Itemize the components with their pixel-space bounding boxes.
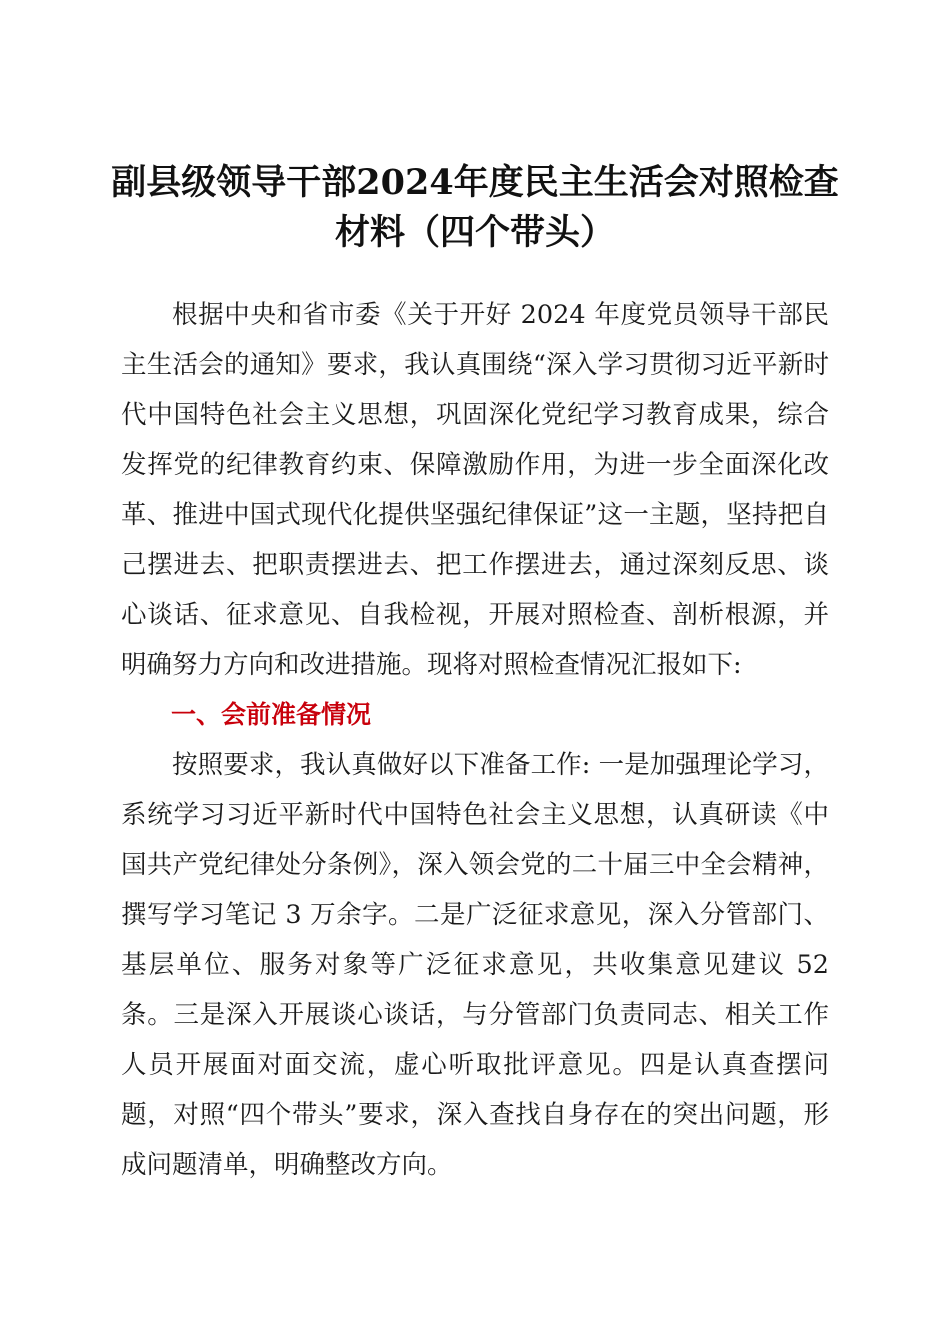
document-body bbox=[121, 290, 829, 1190]
section-paragraph-preparation: 按照要求，我认真做好以下准备工作: 一是加强理论学习，系统学习习近平新时代中国特色社会主义思想，认真研读《中国共产党纪律处分条例》，深入领会党的二十届三中全会精神，撰写学习笔记 3 万余字。二是广泛征求意见，深入分管部门、基层单位、服务对象等广泛征求意见，共收集意见建议 52 条。三是深入开展谈心谈话，与分管部门负责同志、相关工作人员开展面对面交流，虚心听取批评意见。四是认真查摆问题，对照“四个带头”要求，深入查找自身存在的突出问题，形成问题清单，明确整改方向。 bbox=[121, 750, 829, 1180]
document-title bbox=[100, 158, 850, 258]
title-line-1: 副县级领导干部2024年度民主生活会对照检查 bbox=[111, 162, 839, 203]
section-heading-preparation: 一、会前准备情况 bbox=[171, 700, 372, 729]
intro-paragraph: 根据中央和省市委《关于开好 2024 年度党员领导干部民主生活会的通知》要求，我认真围绕“深入学习贯彻习近平新时代中国特色社会主义思想，巩固深化党纪学习教育成果，综合发挥党的纪律教育约束、保障激励作用，为进一步全面深化改革、推进中国式现代化提供坚强纪律保证”这一主题，坚持把自己摆进去、把职责摆进去、把工作摆进去，通过深刻反思、谈心谈话、征求意见、自我检视，开展对照检查、剖析根源，并明确努力方向和改进措施。现将对照检查情况汇报如下: bbox=[121, 300, 829, 680]
title-line-2: 材料（四个带头） bbox=[334, 212, 615, 253]
